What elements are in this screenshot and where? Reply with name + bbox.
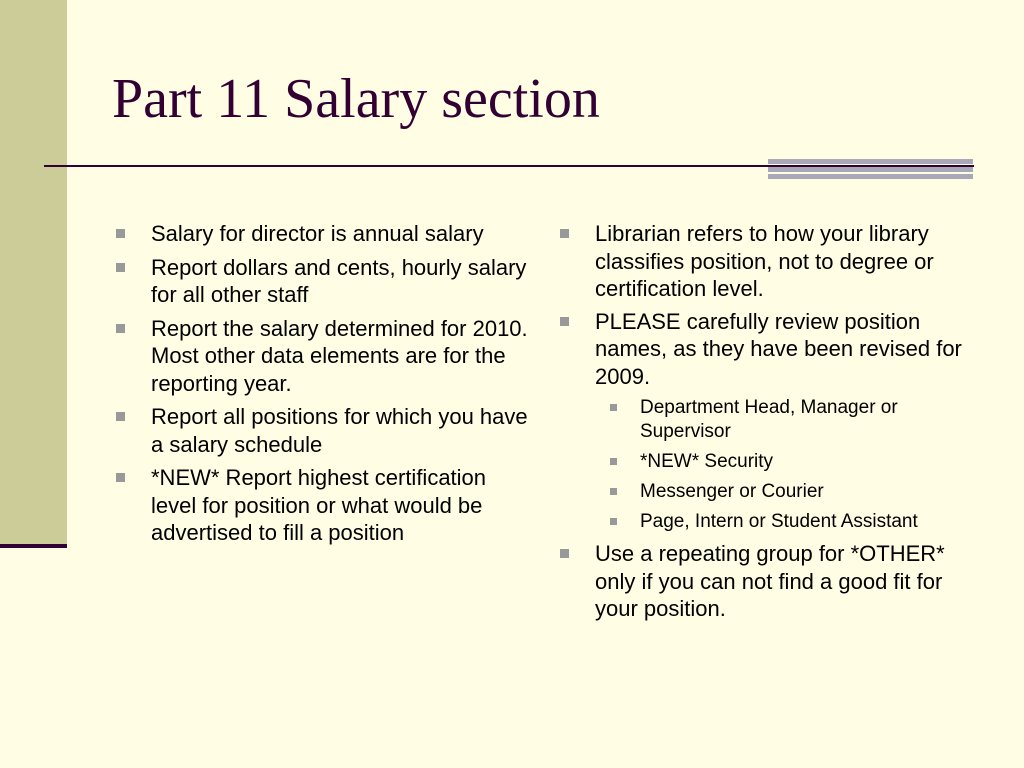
square-bullet-icon: [610, 488, 617, 495]
square-bullet-icon: [560, 229, 569, 238]
sub-list-item: [556, 450, 976, 474]
list-item-text: *NEW* Report highest certification level for position or what would be advertised to fill a position: [151, 465, 487, 545]
square-bullet-icon: [116, 324, 125, 333]
sub-list-item: [556, 396, 976, 444]
square-bullet-icon: [116, 263, 125, 272]
list-item: [112, 315, 532, 398]
position-names-sublist: [556, 396, 976, 534]
list-item-text: Librarian refers to how your library classifies position, not to degree or certification level.: [595, 221, 934, 301]
square-bullet-icon: [116, 412, 125, 421]
square-bullet-icon: [560, 317, 569, 326]
list-item-text: Salary for director is annual salary: [151, 221, 484, 246]
square-bullet-icon: [610, 518, 617, 525]
list-item: [112, 254, 532, 309]
left-column: [112, 220, 532, 553]
side-accent-bar: [0, 0, 67, 545]
side-accent-line: [0, 544, 67, 548]
square-bullet-icon: [116, 229, 125, 238]
divider-accent-stripe: [768, 167, 973, 172]
list-item-text: Report the salary determined for 2010. Most other data elements are for the reporting year.: [151, 315, 528, 396]
list-item: [112, 403, 532, 458]
right-column: [556, 220, 976, 628]
list-item-text: Report all positions for which you have a salary schedule: [151, 404, 528, 457]
list-item: [112, 220, 532, 248]
divider-accent-stripe: [768, 174, 973, 179]
sub-list-item-text: Messenger or Courier: [640, 481, 824, 502]
divider-accent-stripe: [768, 159, 973, 164]
list-item-text: PLEASE carefully review position names, as they have been revised for 2009.: [595, 308, 962, 389]
left-bullet-list: [112, 220, 532, 547]
sub-list-item: [556, 510, 976, 534]
list-item: [556, 308, 976, 535]
list-item: [112, 464, 532, 547]
list-item-text: Report dollars and cents, hourly salary for all other staff: [151, 254, 527, 307]
sub-list-item-text: Page, Intern or Student Assistant: [640, 511, 918, 532]
list-item: [556, 220, 976, 303]
square-bullet-icon: [116, 473, 125, 482]
right-bullet-list: [556, 220, 976, 623]
square-bullet-icon: [610, 404, 617, 411]
square-bullet-icon: [610, 458, 617, 465]
list-item: [556, 540, 976, 623]
sub-list-item-text: Department Head, Manager or Supervisor: [640, 397, 898, 442]
list-item-text: Use a repeating group for *OTHER* only if you can not find a good fit for your position.: [595, 541, 945, 621]
sub-list-item-text: *NEW* Security: [640, 451, 774, 472]
square-bullet-icon: [560, 549, 569, 558]
slide-title: Part 11 Salary section: [112, 68, 600, 130]
sub-list-item: [556, 480, 976, 504]
